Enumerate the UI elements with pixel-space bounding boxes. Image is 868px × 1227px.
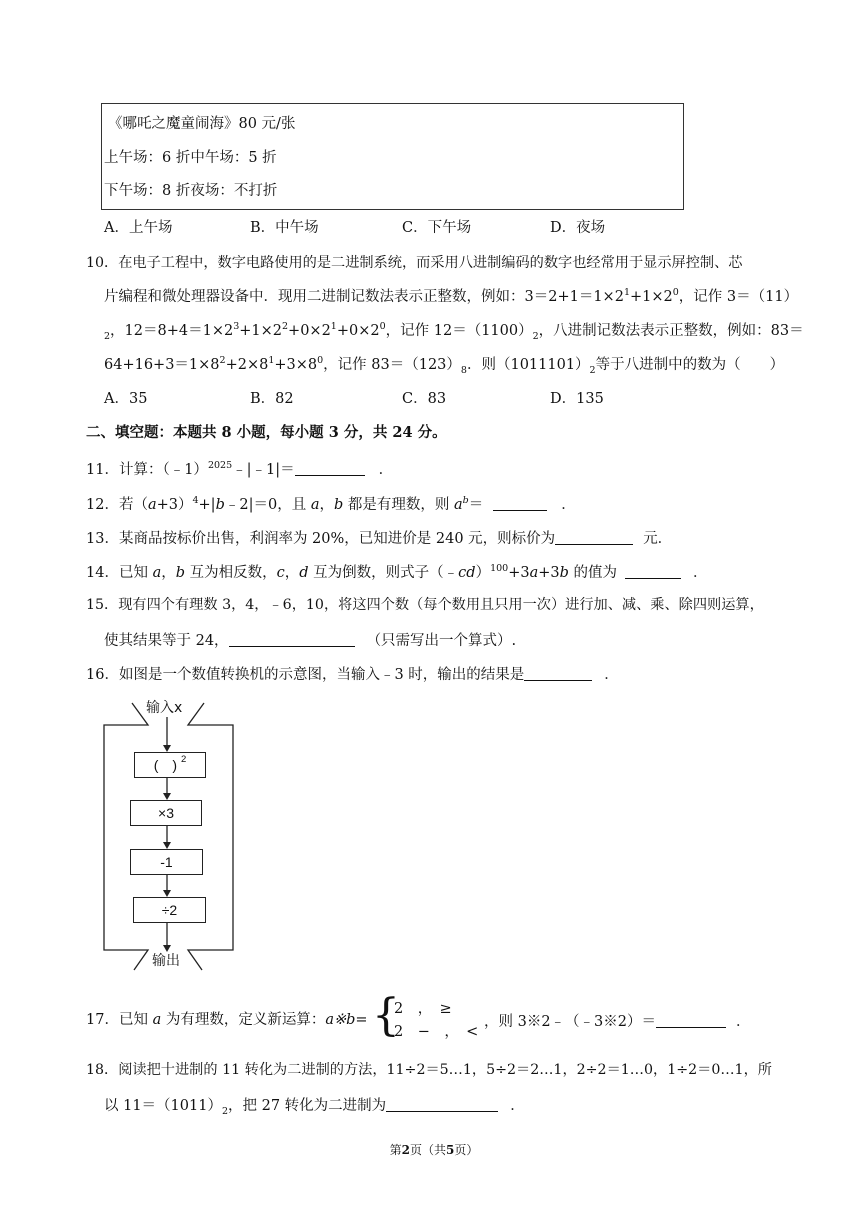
q10-option-d: D．135 <box>550 391 604 407</box>
q17-prefix: 17．已知 a 为有理数，定义新运算：a※b= <box>86 1012 368 1028</box>
q16: 16．如图是一个数值转换机的示意图，当输入﹣3 时，输出的结果是 ． <box>86 667 619 683</box>
flowchart-frame-right <box>188 703 233 970</box>
q12: 12．若$(a+3)^4+|b﹣2|=0$，且 a，b 都是有理数，则 $a^b=$ ． <box>86 495 576 513</box>
page-footer: 第2页（共5页） <box>389 1143 479 1157</box>
flowchart-output-label: 输出 <box>152 953 180 969</box>
q9-option-c: C．下午场 <box>402 220 472 236</box>
flowchart-frame-left <box>104 703 148 970</box>
q9-option-b: B．中午场 <box>250 220 319 236</box>
ticket-discount-line-1: 上午场：6 折中午场：5 折 <box>104 150 277 166</box>
q14-answer-blank[interactable] <box>625 564 681 579</box>
flowchart-subtract-box: -1 <box>130 849 203 875</box>
q11: 11．计算：（﹣1）$^{2025}$﹣|﹣1|＝ ． <box>86 460 394 478</box>
q16-answer-blank[interactable] <box>524 666 592 681</box>
section-heading: 二、填空题：本题共 8 小题，每小题 3 分，共 24 分。 <box>86 424 447 441</box>
q15-line-1: 15．现有四个有理数 3，4，﹣6，10，将这四个数（每个数用且只用一次）进行加、减、乘、除四则运算， <box>86 597 764 613</box>
q18-line-2: 以 $11=(1011)_2$，把 27 转化为二进制为 ． <box>104 1098 525 1117</box>
q17-answer-blank[interactable] <box>656 1013 726 1028</box>
flowchart-input-label: 输入x <box>146 700 183 716</box>
flowchart-divide-box: ÷2 <box>133 897 206 923</box>
piecewise-case-2: 2 − ， < <box>394 1024 479 1040</box>
q10-line-1: 10．在电子工程中，数字电路使用的是二进制系统，而采用八进制编码的数字也经常用于显示屏控制、芯 <box>86 255 743 271</box>
q11-answer-blank[interactable] <box>295 461 365 476</box>
q10-line-3: $_2$，$12=8+4=1\times 2^3+1\times 2^2+0\times 2^1+0\times 2^0$，记作 $12=(1100)_2$，八进制记数法表示正整数，例如：83＝ <box>104 321 804 342</box>
q13: 13．某商品按标价出售，利润率为 20%，已知进价是 240 元，则标价为 元． <box>86 531 673 547</box>
q15-line-2: 使其结果等于 24， （只需写出一个算式）. <box>104 633 517 649</box>
q9-option-d: D．夜场 <box>550 220 606 236</box>
q10-option-b: B．82 <box>250 391 294 407</box>
q18-line-1: 18．阅读把十进制的 11 转化为二进制的方法，11÷2＝5…1，5÷2＝2…1，2÷2＝1…0，1÷2＝0…1，所 <box>86 1062 772 1078</box>
q10-option-a: A．35 <box>104 391 148 407</box>
flowchart-square-box: ( ) $^2$ <box>134 752 206 778</box>
ticket-price-line: 《哪吒之魔童闹海》80 元/张 <box>108 116 296 132</box>
flowchart-diagram <box>90 695 250 980</box>
q9-option-a: A．上午场 <box>104 220 173 236</box>
q12-answer-blank[interactable] <box>493 496 547 511</box>
q10-option-c: C．83 <box>402 391 447 407</box>
q13-answer-blank[interactable] <box>555 530 633 545</box>
brace-symbol: { <box>372 990 400 1041</box>
q17-suffix: ，则 3※2﹣（﹣3※2）＝ ． <box>484 1014 751 1030</box>
q15-answer-blank[interactable] <box>229 632 355 647</box>
piecewise-case-1: 2 ， ≥ <box>394 1001 452 1017</box>
q10-line-2: 片编程和微处理器设备中．现用二进制记数法表示正整数，例如：$3=2+1=1\times 2^1+1\times 2^0$，记作 3＝（11） <box>104 287 799 305</box>
q14: 14．已知 a，b 互为相反数，c，d 互为倒数，则式子（﹣cd）$^{100}$+3a+3b 的值为 ． <box>86 563 708 581</box>
q10-line-4: $64+16+3=1\times 8^2+2\times 8^1+3\times 8^0$，记作 $83=(123)_8$．则$(1011101)_2$等于八进制中的数为（ ） <box>104 355 785 376</box>
ticket-discount-line-2: 下午场：8 折夜场：不打折 <box>104 183 278 199</box>
flowchart-multiply-box: ×3 <box>130 800 202 826</box>
q18-answer-blank[interactable] <box>386 1097 498 1112</box>
